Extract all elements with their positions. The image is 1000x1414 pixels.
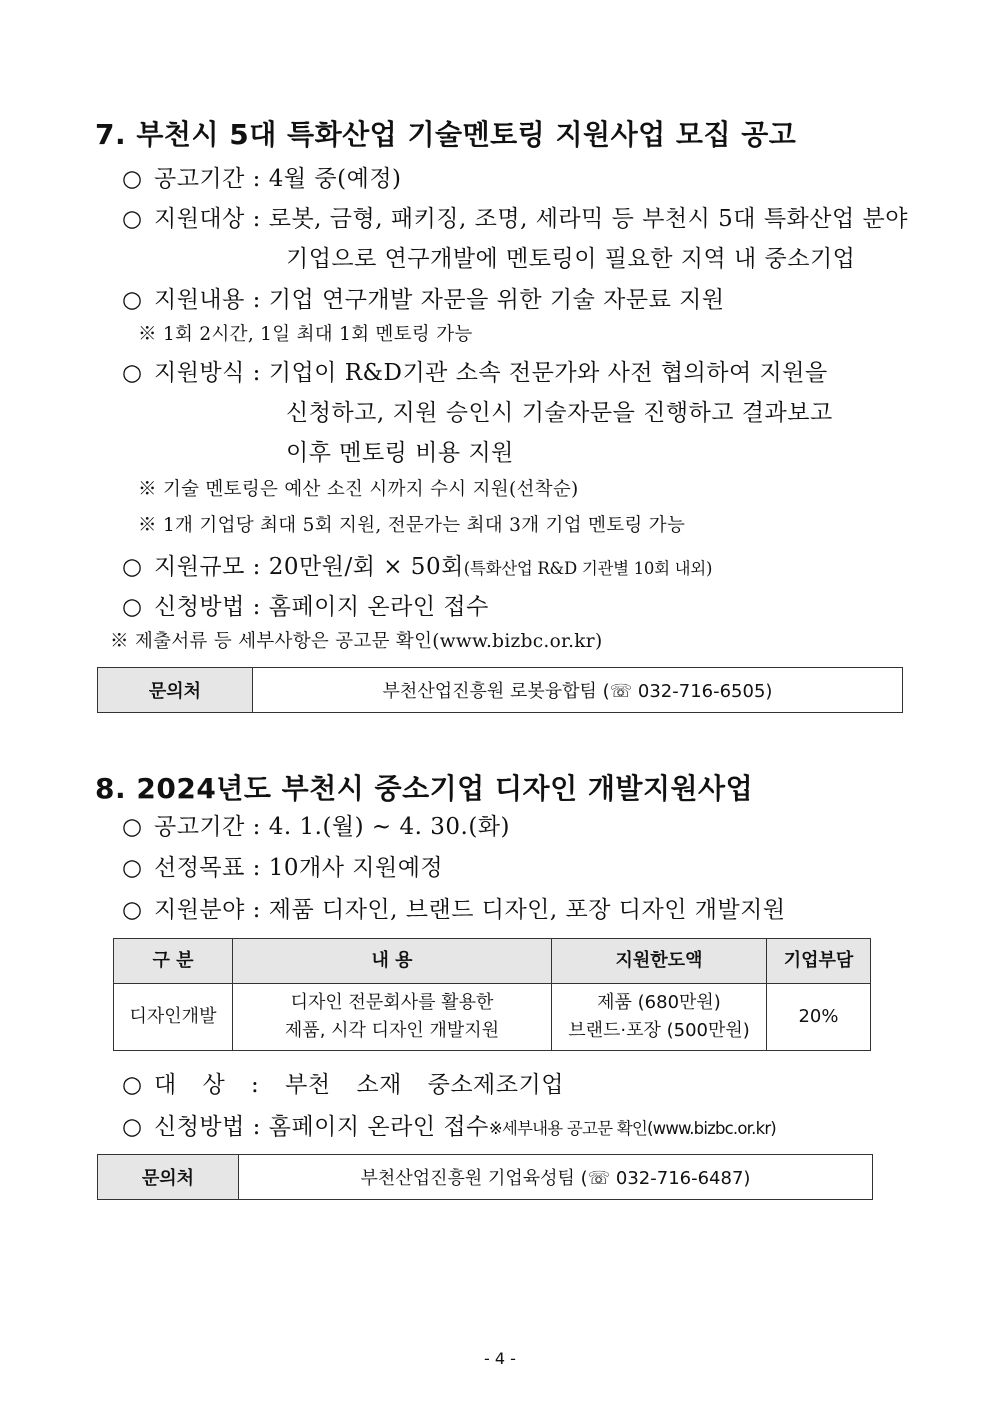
section7-target: ○ 지원대상 : 로봇, 금형, 패키징, 조명, 세라믹 등 부천시 5대 특화산업 분야 — [122, 206, 908, 232]
section7-title: 7. 부천시 5대 특화산업 기술멘토링 지원사업 모집 공고 — [95, 118, 797, 151]
bullet-circle-icon: ○ — [122, 1114, 143, 1140]
table-header-content: 내 용 — [233, 939, 552, 984]
contact-label: 문의처 — [98, 668, 253, 713]
page-number: - 4 - — [484, 1349, 516, 1368]
section7-content: ○ 지원내용 : 기업 연구개발 자문을 위한 기술 자문료 지원 — [122, 287, 725, 313]
bullet-circle-icon: ○ — [122, 594, 143, 620]
bullet-circle-icon: ○ — [122, 855, 143, 881]
section8-target: ○ 대 상 : 부천 소재 중소제조기업 — [122, 1072, 564, 1098]
section7-target-cont: 기업으로 연구개발에 멘토링이 필요한 지역 내 중소기업 — [286, 246, 856, 272]
bullet-circle-icon: ○ — [122, 206, 143, 232]
table-header-limit: 지원한도액 — [552, 939, 767, 984]
section7-method: ○ 지원방식 : 기업이 R&D기관 소속 전문가와 사전 협의하여 지원을 — [122, 360, 828, 386]
bullet-circle-icon: ○ — [122, 897, 143, 923]
contact-label: 문의처 — [98, 1155, 239, 1200]
section8-goal: ○ 선정목표 : 10개사 지원예정 — [122, 855, 444, 881]
table-cell-category: 디자인개발 — [114, 984, 233, 1051]
section7-method-cont2: 이후 멘토링 비용 지원 — [286, 440, 514, 466]
table-cell-limit: 제품 (680만원) 브랜드·포장 (500만원) — [552, 984, 767, 1051]
section7-note1: ※ 1회 2시간, 1일 최대 1회 멘토링 가능 — [138, 324, 473, 345]
section8-contact-table — [97, 1154, 873, 1200]
bullet-circle-icon: ○ — [122, 1072, 143, 1098]
table-cell-burden: 20% — [767, 984, 871, 1051]
bullet-circle-icon: ○ — [122, 814, 143, 840]
section8-period: ○ 공고기간 : 4. 1.(월) ~ 4. 30.(화) — [122, 814, 510, 840]
section7-note2: ※ 기술 멘토링은 예산 소진 시까지 수시 지원(선착순) — [138, 479, 579, 500]
bullet-circle-icon: ○ — [122, 287, 143, 313]
table-row — [114, 984, 871, 1051]
section7-note4: ※ 제출서류 등 세부사항은 공고문 확인(www.bizbc.or.kr) — [110, 631, 603, 652]
section8-title: 8. 2024년도 부천시 중소기업 디자인 개발지원사업 — [95, 772, 754, 805]
table-header-category: 구 분 — [114, 939, 233, 984]
section7-scale: ○ 지원규모 : 20만원/회 × 50회(특화산업 R&D 기관별 10회 내외) — [122, 554, 713, 580]
section8-apply: ○ 신청방법 : 홈페이지 온라인 접수※세부내용 공고문 확인(www.bizbc.or.kr) — [122, 1114, 776, 1140]
table-header-burden: 기업부담 — [767, 939, 871, 984]
section7-note3: ※ 1개 기업당 최대 5회 지원, 전문가는 최대 3개 기업 멘토링 가능 — [138, 515, 686, 536]
table-cell-content: 디자인 전문회사를 활용한 제품, 시각 디자인 개발지원 — [233, 984, 552, 1051]
section7-method-cont1: 신청하고, 지원 승인시 기술자문을 진행하고 결과보고 — [286, 400, 833, 426]
section8-support-table — [113, 938, 871, 1051]
bullet-circle-icon: ○ — [122, 554, 143, 580]
section7-apply: ○ 신청방법 : 홈페이지 온라인 접수 — [122, 594, 489, 620]
bullet-circle-icon: ○ — [122, 360, 143, 386]
section7-contact-table — [97, 667, 903, 713]
contact-info: 부천산업진흥원 기업육성팀 (☏ 032-716-6487) — [239, 1155, 873, 1200]
section8-field: ○ 지원분야 : 제품 디자인, 브랜드 디자인, 포장 디자인 개발지원 — [122, 897, 786, 923]
contact-info: 부천산업진흥원 로봇융합팀 (☏ 032-716-6505) — [253, 668, 903, 713]
section7-period: ○ 공고기간 : 4월 중(예정) — [122, 166, 402, 192]
bullet-circle-icon: ○ — [122, 166, 143, 192]
